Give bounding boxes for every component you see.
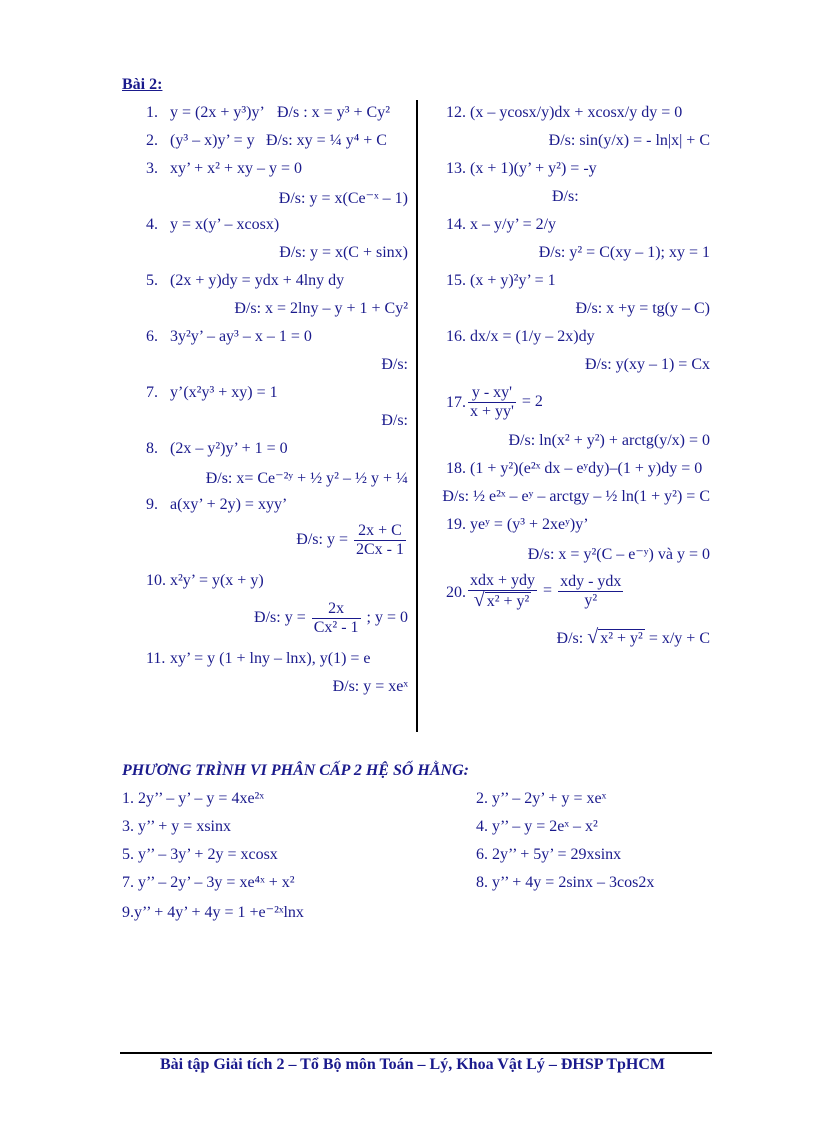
problem-number: 4. [146, 216, 158, 233]
section-title: PHƯƠNG TRÌNH VI PHÂN CẤP 2 HỆ SỐ HẰNG: [122, 762, 469, 779]
problem-equation: (y³ – x)y’ = y [170, 132, 255, 149]
problem-answer: Đ/s: [381, 412, 408, 429]
problem-number: 6. [146, 328, 158, 345]
problem-equation: xy’ + x² + xy – y = 0 [170, 160, 303, 177]
problem-equation [466, 384, 543, 421]
problem-number: 19. [446, 516, 466, 533]
problem-number: 20. [446, 584, 466, 601]
answer-prefix: Đ/s: y = [254, 609, 306, 627]
problem-equation: xy’ = y (1 + lny – lnx), y(1) = e [170, 650, 371, 667]
sqrt-icon: √ [587, 626, 599, 648]
problem-number: 5. [146, 272, 158, 289]
problem-equation: x – y/y’ = 2/y [470, 216, 557, 233]
problem-number: 15. [446, 272, 466, 289]
problem-answer: Đ/s: x = y²(C – e⁻ʸ) và y = 0 [527, 546, 710, 563]
equation-right-fraction [558, 573, 623, 610]
fraction-denominator [468, 591, 537, 611]
problem-number: 10. [146, 572, 166, 589]
problem-equation: (2x + y)dy = ydx + 4lny dy [170, 272, 345, 289]
list-item: 9.y’’ + 4y’ + 4y = 1 +e⁻²ˣlnx [122, 904, 304, 921]
column-divider [416, 100, 418, 732]
fraction-denominator: x + yy' [470, 403, 514, 420]
fraction-numerator: 2x + C [354, 522, 406, 541]
problem-answer: Đ/s: y(xy – 1) = Cx [584, 356, 710, 373]
problem-equation [466, 572, 625, 611]
list-item: 5. y’’ – 3y’ + 2y = xcosx [122, 846, 278, 863]
fraction-denominator: Cx² - 1 [313, 619, 359, 636]
equation-left-fraction [468, 572, 537, 611]
problem-number: 1. [146, 104, 158, 121]
problem-answer: Đ/s: sin(y/x) = - ln|x| + C [548, 132, 710, 149]
list-item: 8. y’’ + 4y = 2sinx – 3cos2x [476, 874, 655, 891]
problem-number: 18. [446, 460, 466, 477]
problem-number: 17. [446, 394, 466, 411]
problem-answer: Đ/s: xy = ¼ y⁴ + C [266, 132, 387, 149]
sqrt-icon: √ [473, 589, 485, 611]
problem-number: 8. [146, 440, 158, 457]
fraction-numerator: xdx + ydy [470, 572, 536, 589]
radicand: x² + y² [486, 593, 530, 610]
problem-answer: Đ/s: y = x(Ce⁻ˣ – 1) [278, 190, 408, 207]
problem-number: 7. [146, 384, 158, 401]
fraction-denominator: 2Cx - 1 [356, 541, 404, 558]
problem-equation: dx/x = (1/y – 2x)dy [470, 328, 595, 345]
problem-number: 16. [446, 328, 466, 345]
problem-equation: (1 + y²)(e²ˣ dx – eʸdy)–(1 + y)dy = 0 [470, 460, 703, 477]
list-item: 2. y’’ – 2y’ + y = xeˣ [476, 790, 607, 807]
problem-number: 3. [146, 160, 158, 177]
list-item: 6. 2y’’ + 5y’ = 29xsinx [476, 846, 622, 863]
fraction-denominator: y² [584, 592, 598, 609]
equation-suffix: = 2 [521, 393, 543, 411]
answer-suffix: ; y = 0 [366, 609, 408, 627]
problem-equation: 3y²y’ – ay³ – x – 1 = 0 [170, 328, 312, 345]
problem-answer: Đ/s: [381, 356, 408, 373]
problem-answer [254, 600, 408, 637]
equals-sign: = [543, 582, 553, 600]
answer-fraction [312, 600, 361, 637]
problem-number: 9. [146, 496, 158, 513]
answer-prefix: Đ/s: y = [296, 531, 348, 549]
problem-equation: yeʸ = (y³ + 2xeʸ)y’ [470, 516, 589, 533]
fraction-numerator: xdy - ydx [560, 573, 622, 590]
problem-answer [296, 522, 408, 559]
list-item: 7. y’’ – 2y’ – 3y = xe⁴ˣ + x² [122, 874, 295, 891]
problem-equation: y’(x²y³ + xy) = 1 [170, 384, 278, 401]
problem-answer: Đ/s: x= Ce⁻²ʸ + ½ y² – ½ y + ¼ [205, 470, 408, 487]
list-item: 1. 2y’’ – y’ – y = 4xe²ˣ [122, 790, 264, 807]
problem-equation: y = x(y’ – xcosx) [170, 216, 280, 233]
fraction-numerator: y - xy' [468, 384, 516, 403]
problem-answer: Đ/s: [552, 188, 579, 205]
problem-answer [557, 626, 710, 649]
equation-fraction [468, 384, 516, 421]
list-item: 4. y’’ – y = 2eˣ – x² [476, 818, 598, 835]
problem-number: 13. [446, 160, 466, 177]
problem-answer: Đ/s: y² = C(xy – 1); xy = 1 [538, 244, 710, 261]
problem-answer: Đ/s: y = xeˣ [332, 678, 408, 695]
problem-equation: x²y’ = y(x + y) [170, 572, 264, 589]
problem-equation: (2x – y²)y’ + 1 = 0 [170, 440, 288, 457]
radicand: x² + y² [600, 630, 643, 647]
problem-answer: Đ/s : x = y³ + Cy² [277, 104, 390, 121]
problem-answer: Đ/s: ½ e²ˣ – eʸ – arctgy – ½ ln(1 + y²) = C [442, 488, 710, 505]
answer-fraction [354, 522, 406, 559]
problem-answer: Đ/s: x +y = tg(y – C) [575, 300, 710, 317]
problem-answer: Đ/s: ln(x² + y²) + arctg(y/x) = 0 [508, 432, 710, 449]
footer-divider [120, 1052, 712, 1054]
problem-equation: (x + y)²y’ = 1 [470, 272, 556, 289]
fraction-numerator: 2x [312, 600, 361, 619]
problem-equation: (x – ycosx/y)dx + xcosx/y dy = 0 [470, 104, 683, 121]
problem-equation: y = (2x + y³)y’ [170, 104, 265, 121]
answer-prefix: Đ/s: [556, 630, 584, 647]
problem-number: 2. [146, 132, 158, 149]
problem-equation: a(xy’ + 2y) = xyy’ [170, 496, 288, 513]
problem-number: 11. [146, 650, 166, 667]
problem-equation: (x + 1)(y’ + y²) = -y [470, 160, 597, 177]
list-item: 3. y’’ + y = xsinx [122, 818, 231, 835]
page-footer: Bài tập Giải tích 2 – Tổ Bộ môn Toán – Lý, Khoa Vật Lý – ĐHSP TpHCM [160, 1056, 665, 1073]
answer-suffix: = x/y + C [644, 630, 710, 647]
problem-number: 12. [446, 104, 466, 121]
problem-answer: Đ/s: y = x(C + sinx) [279, 244, 408, 261]
exercise-title: Bài 2: [122, 76, 163, 93]
problem-answer: Đ/s: x = 2lny – y + 1 + Cy² [234, 300, 408, 317]
problem-number: 14. [446, 216, 466, 233]
